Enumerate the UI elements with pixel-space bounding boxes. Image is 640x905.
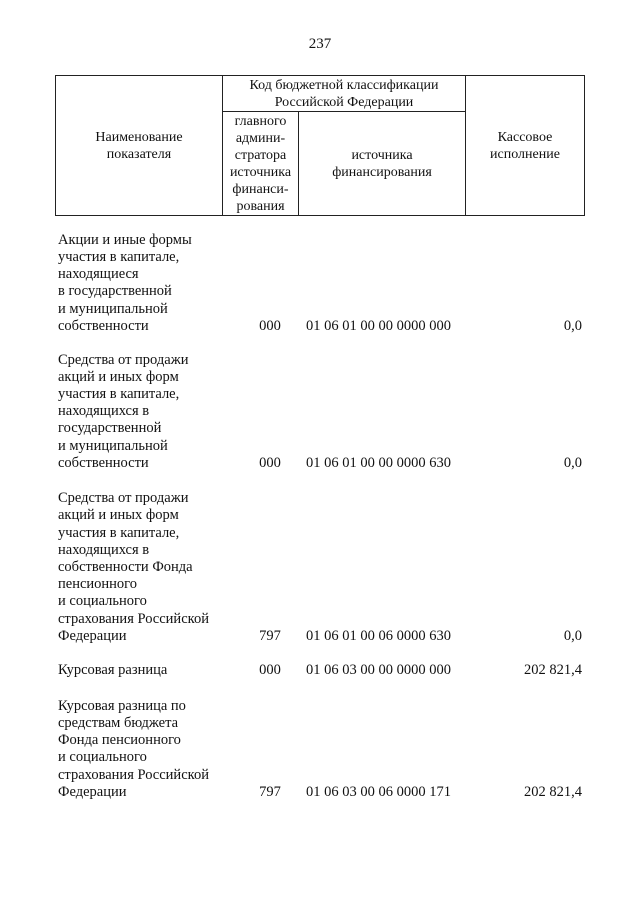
row-admin-code: 797: [259, 783, 281, 800]
row-name: Средства от продажи акций и иных форм участия в капитале, находящихся в государственной и муниципальной собственности: [58, 351, 189, 471]
row-amount: 0,0: [563, 454, 582, 471]
row-amount: 202 821,4: [524, 661, 582, 678]
header-admin-column: главного админи- стратора источника финанси- рования: [229, 113, 292, 214]
row-amount: 0,0: [563, 317, 582, 334]
row-name: Курсовая разница по средствам бюджета Фонда пенсионного и социального страхования Российской Федерации: [58, 697, 209, 800]
row-name: Средства от продажи акций и иных форм участия в капитале, находящихся в собственности Фонда пенсионного и социального страхования Российской Федерации: [58, 490, 209, 644]
header-execution-column: Кассовое исполнение: [490, 129, 560, 162]
row-source-code: 01 06 03 00 06 0000 171: [306, 783, 451, 800]
row-source-code: 01 06 01 00 00 0000 630: [306, 454, 451, 471]
row-admin-code: 797: [259, 627, 281, 644]
page-number: 237: [308, 36, 332, 52]
row-name: Акции и иные формы участия в капитале, находящиеся в государственной и муниципальной собственности: [58, 231, 192, 334]
table-row: [58, 697, 588, 801]
row-name: Курсовая разница: [58, 661, 168, 678]
header-code-group: Код бюджетной классификации Российской Федерации: [249, 77, 439, 110]
table-row: [58, 352, 588, 472]
row-source-code: 01 06 01 00 06 0000 630: [306, 627, 451, 644]
row-admin-code: 000: [259, 661, 281, 678]
table-row: [58, 490, 588, 645]
row-source-code: 01 06 03 00 00 0000 000: [306, 661, 451, 678]
row-amount: 202 821,4: [524, 783, 582, 800]
table-row: [58, 661, 588, 679]
header-name-column: Наименование показателя: [95, 129, 183, 162]
row-source-code: 01 06 01 00 00 0000 000: [306, 317, 451, 334]
header-source-column: источника финансирования: [332, 147, 432, 180]
row-admin-code: 000: [259, 317, 281, 334]
table-header: [55, 75, 585, 216]
row-admin-code: 000: [259, 454, 281, 471]
table-row: [58, 232, 588, 335]
row-amount: 0,0: [563, 627, 582, 644]
